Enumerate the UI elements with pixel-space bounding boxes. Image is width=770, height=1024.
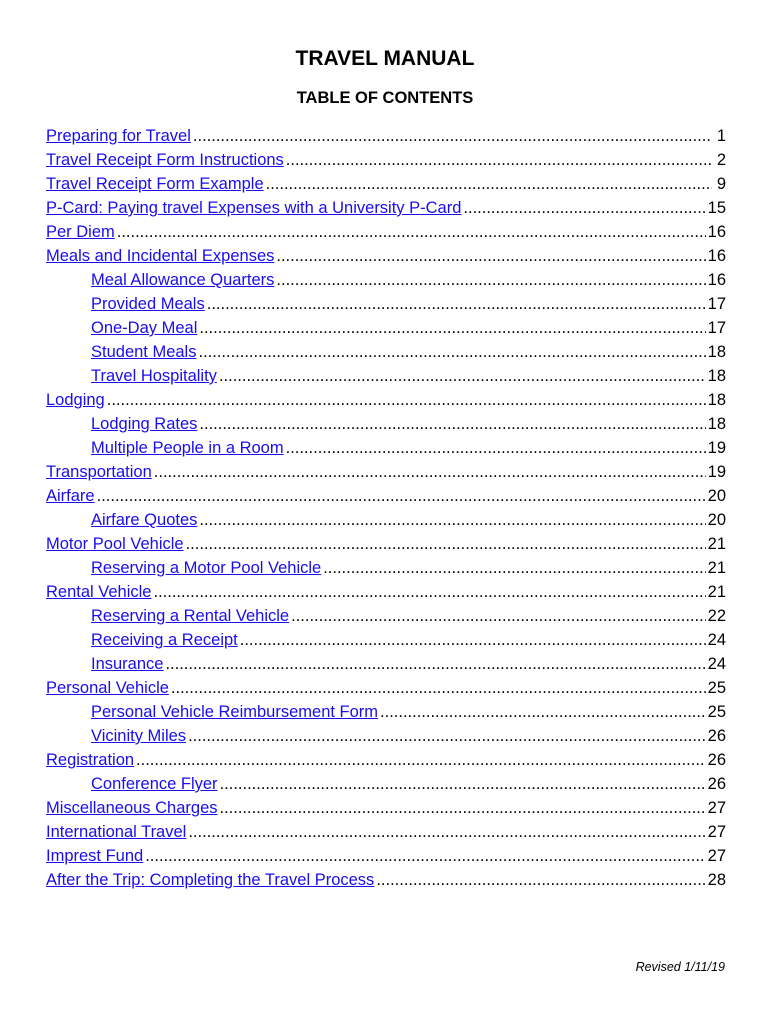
dot-leader (291, 604, 706, 628)
toc-heading: TABLE OF CONTENTS (296, 89, 474, 107)
toc-page-number: 27 (707, 799, 726, 817)
toc-entry-link[interactable]: Travel Hospitality (91, 367, 217, 385)
toc-entry (46, 292, 726, 316)
toc-page-number: 18 (707, 367, 726, 385)
revision-date: Revised 1/11/19 (635, 960, 725, 974)
toc-entry-link[interactable]: Registration (46, 751, 135, 769)
dot-leader (117, 220, 706, 244)
toc-entry-link[interactable]: Airfare Quotes (91, 511, 198, 529)
dot-leader (188, 820, 705, 844)
toc-page-number: 24 (707, 655, 726, 673)
toc-entry-link[interactable]: Meals and Incidental Expenses (46, 247, 275, 265)
toc-entry-link[interactable]: Airfare (46, 487, 95, 505)
dot-leader (376, 868, 705, 892)
toc-page-number: 26 (707, 775, 726, 793)
toc-page-number: 19 (707, 439, 726, 457)
toc-entry-link[interactable]: Transportation (46, 463, 152, 481)
toc-entry (46, 676, 726, 700)
toc-entry-link[interactable]: Multiple People in a Room (91, 439, 284, 457)
toc-entry (46, 868, 726, 892)
toc-entry-link[interactable]: Conference Flyer (91, 775, 218, 793)
toc-entry (46, 724, 726, 748)
toc-entry-link[interactable]: Provided Meals (91, 295, 205, 313)
toc-entry (46, 316, 726, 340)
toc-entry-link[interactable]: Vicinity Miles (91, 727, 187, 745)
toc-page-number: 19 (707, 463, 726, 481)
toc-entry (46, 532, 726, 556)
dot-leader (188, 724, 706, 748)
toc-page-number: 20 (707, 487, 726, 505)
dot-leader (220, 772, 706, 796)
toc-page-number: 27 (707, 847, 726, 865)
toc-page-number: 18 (707, 343, 726, 361)
dot-leader (154, 580, 706, 604)
toc-entry-link[interactable]: Imprest Fund (46, 847, 144, 865)
toc-page-number: 26 (707, 751, 726, 769)
dot-leader (219, 364, 706, 388)
toc-entry-link[interactable]: Per Diem (46, 223, 115, 241)
toc-page-number: 16 (707, 271, 726, 289)
toc-page-number: 15 (707, 199, 726, 217)
toc-page-number: 17 (707, 295, 726, 313)
toc-page-number: 20 (707, 511, 726, 529)
toc-page-number: 21 (707, 559, 726, 577)
dot-leader (286, 436, 706, 460)
toc-entry-link[interactable]: Lodging (46, 391, 105, 409)
toc-entry-link[interactable]: Student Meals (91, 343, 197, 361)
toc-page-number: 16 (707, 247, 726, 265)
toc-entry (46, 748, 726, 772)
toc-page-number: 1 (716, 127, 726, 145)
toc-page-number: 18 (707, 391, 726, 409)
toc-entry-link[interactable]: Miscellaneous Charges (46, 799, 218, 817)
dot-leader (199, 316, 705, 340)
toc-entry-link[interactable]: Receiving a Receipt (91, 631, 238, 649)
toc-page-number: 25 (707, 679, 726, 697)
toc-entry (46, 628, 726, 652)
dot-leader (171, 676, 706, 700)
toc-entry (46, 508, 726, 532)
toc-entry-link[interactable]: After the Trip: Completing the Travel Process (46, 871, 375, 889)
toc-entry-link[interactable]: Rental Vehicle (46, 583, 152, 601)
dot-leader (463, 196, 705, 220)
toc-entry (46, 700, 726, 724)
toc-entry (46, 340, 726, 364)
toc-entry-link[interactable]: Lodging Rates (91, 415, 198, 433)
dot-leader (165, 652, 705, 676)
toc-entry-link[interactable]: Insurance (91, 655, 164, 673)
toc-page-number: 25 (707, 703, 726, 721)
toc-entry (46, 196, 726, 220)
toc-entry (46, 580, 726, 604)
toc-page-number: 18 (707, 415, 726, 433)
toc-entry (46, 388, 726, 412)
toc-page-number: 24 (707, 631, 726, 649)
toc-page-number: 17 (707, 319, 726, 337)
toc-entry (46, 484, 726, 508)
toc-entry (46, 460, 726, 484)
toc-page-number: 26 (707, 727, 726, 745)
toc-entry-link[interactable]: Motor Pool Vehicle (46, 535, 184, 553)
dot-leader (323, 556, 705, 580)
dot-leader (145, 844, 705, 868)
dot-leader (240, 628, 706, 652)
toc-page-number: 27 (707, 823, 726, 841)
dot-leader (276, 244, 705, 268)
toc-page-number: 22 (707, 607, 726, 625)
toc-entry-link[interactable]: Travel Receipt Form Example (46, 175, 264, 193)
toc-entry (46, 820, 726, 844)
toc-entry-link[interactable]: International Travel (46, 823, 187, 841)
toc-page-number: 21 (707, 583, 726, 601)
toc-entry-link[interactable]: P-Card: Paying travel Expenses with a University P-Card (46, 199, 462, 217)
toc-entry-link[interactable]: Travel Receipt Form Instructions (46, 151, 284, 169)
dot-leader (266, 172, 712, 196)
toc-entry (46, 364, 726, 388)
toc-entry-link[interactable]: Personal Vehicle Reimbursement Form (91, 703, 379, 721)
dot-leader (107, 388, 706, 412)
toc-entry (46, 148, 726, 172)
toc-entry (46, 220, 726, 244)
dot-leader (199, 412, 705, 436)
toc-entry (46, 124, 726, 148)
dot-leader (207, 292, 706, 316)
toc-entry (46, 436, 726, 460)
toc-page-number: 21 (707, 535, 726, 553)
toc-entry (46, 844, 726, 868)
toc-entry (46, 412, 726, 436)
toc-entry-link[interactable]: Reserving a Motor Pool Vehicle (91, 559, 322, 577)
dot-leader (220, 796, 706, 820)
dot-leader (276, 268, 705, 292)
toc-entry-link[interactable]: One-Day Meal (91, 319, 198, 337)
toc-page-number: 2 (716, 151, 726, 169)
toc-entry (46, 604, 726, 628)
dot-leader (97, 484, 706, 508)
toc-entry-link[interactable]: Meal Allowance Quarters (91, 271, 275, 289)
toc-entry (46, 172, 726, 196)
toc-entry-link[interactable]: Preparing for Travel (46, 127, 191, 145)
table-of-contents (46, 124, 726, 892)
toc-entry (46, 244, 726, 268)
toc-entry (46, 772, 726, 796)
dot-leader (154, 460, 706, 484)
toc-page-number: 28 (707, 871, 726, 889)
dot-leader (380, 700, 706, 724)
toc-page-number: 16 (707, 223, 726, 241)
toc-entry (46, 796, 726, 820)
dot-leader (136, 748, 706, 772)
toc-page-number: 9 (716, 175, 726, 193)
toc-entry (46, 556, 726, 580)
dot-leader (199, 508, 705, 532)
toc-entry-link[interactable]: Reserving a Rental Vehicle (91, 607, 290, 625)
toc-entry (46, 652, 726, 676)
toc-entry (46, 268, 726, 292)
toc-entry-link[interactable]: Personal Vehicle (46, 679, 169, 697)
dot-leader (286, 148, 712, 172)
document-title: TRAVEL MANUAL (295, 47, 475, 70)
dot-leader (198, 340, 705, 364)
dot-leader (186, 532, 706, 556)
dot-leader (193, 124, 712, 148)
